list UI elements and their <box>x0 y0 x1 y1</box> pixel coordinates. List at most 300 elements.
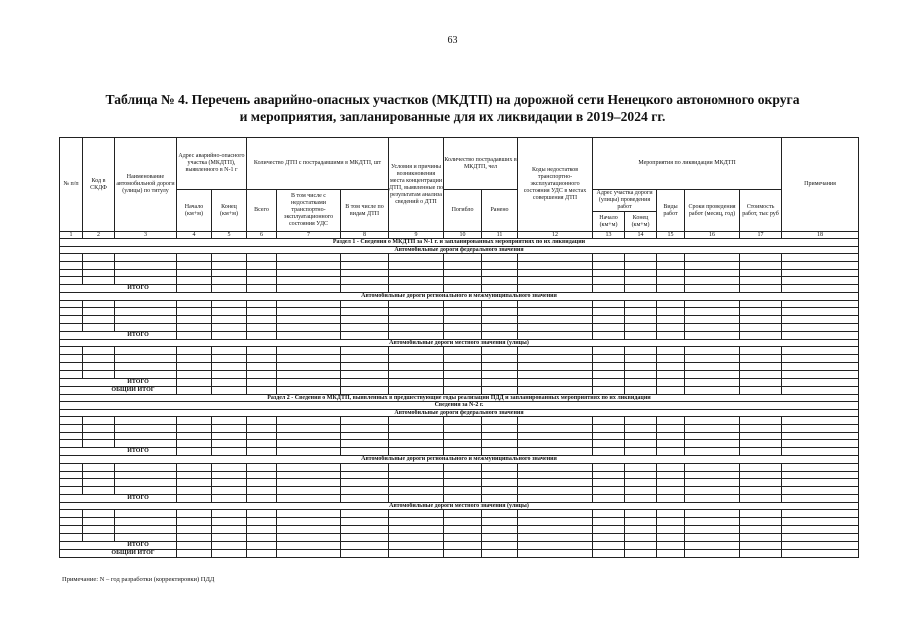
table-cell <box>389 494 444 502</box>
table-row <box>60 471 859 479</box>
table-cell <box>482 432 518 440</box>
table-cell <box>685 510 740 518</box>
table-cell <box>782 526 859 534</box>
table-cell <box>212 285 247 293</box>
table-cell <box>625 424 657 432</box>
table-cell <box>657 254 685 262</box>
table-cell <box>83 261 115 269</box>
table-cell <box>625 510 657 518</box>
table-cell <box>482 331 518 339</box>
table-cell <box>212 479 247 487</box>
table-cell <box>625 316 657 324</box>
table-cell <box>277 269 341 277</box>
table-cell <box>482 308 518 316</box>
table-cell <box>389 308 444 316</box>
table-cell <box>277 378 341 386</box>
table-cell <box>740 417 782 425</box>
table-cell <box>389 479 444 487</box>
table-cell <box>444 533 482 541</box>
table-row <box>60 316 859 324</box>
table-cell <box>740 533 782 541</box>
table-cell <box>212 448 247 456</box>
table-cell <box>625 370 657 378</box>
table-cell <box>83 479 115 487</box>
table-cell <box>518 533 593 541</box>
table-cell <box>247 355 277 363</box>
table-cell <box>657 518 685 526</box>
table-cell <box>593 308 625 316</box>
table-cell <box>247 308 277 316</box>
table-cell <box>341 424 389 432</box>
table-cell <box>482 463 518 471</box>
table-cell <box>625 355 657 363</box>
table-cell <box>389 370 444 378</box>
table-body <box>60 239 859 558</box>
table-cell <box>625 324 657 332</box>
table-cell <box>115 424 177 432</box>
table-cell <box>593 448 625 456</box>
table-cell <box>657 432 685 440</box>
table-cell <box>593 362 625 370</box>
table-cell <box>518 518 593 526</box>
table-cell <box>782 533 859 541</box>
total-row <box>60 285 859 293</box>
table-cell <box>685 331 740 339</box>
table-cell <box>247 370 277 378</box>
table-cell <box>482 541 518 549</box>
table-cell <box>212 261 247 269</box>
table-cell <box>593 518 625 526</box>
table-cell <box>593 355 625 363</box>
table-cell <box>247 300 277 308</box>
table-cell <box>277 471 341 479</box>
table-cell <box>341 471 389 479</box>
table-cell <box>389 549 444 557</box>
table-cell <box>341 526 389 534</box>
table-cell <box>740 378 782 386</box>
table-cell <box>341 355 389 363</box>
table-cell <box>247 362 277 370</box>
table-cell <box>444 479 482 487</box>
table-cell <box>115 518 177 526</box>
total-row-label: ИТОГО <box>60 285 177 293</box>
table-cell <box>782 378 859 386</box>
road-group-label <box>60 246 859 254</box>
table-cell <box>740 386 782 394</box>
table-cell <box>782 518 859 526</box>
table-cell <box>277 300 341 308</box>
table-cell <box>740 526 782 534</box>
table-cell <box>177 549 212 557</box>
table-cell <box>657 300 685 308</box>
table-cell <box>177 440 212 448</box>
table-cell <box>518 479 593 487</box>
table-cell <box>247 424 277 432</box>
table-cell <box>60 526 83 534</box>
table-cell <box>212 331 247 339</box>
table-cell <box>115 417 177 425</box>
road-group-label <box>60 502 859 510</box>
table-cell <box>212 355 247 363</box>
table-cell <box>341 300 389 308</box>
table-cell <box>625 277 657 285</box>
table-cell <box>782 362 859 370</box>
table-cell <box>212 541 247 549</box>
table-cell <box>83 533 115 541</box>
table-cell <box>657 308 685 316</box>
column-number: 4 <box>177 232 212 239</box>
table-cell <box>212 308 247 316</box>
table-cell <box>247 386 277 394</box>
table-cell <box>60 440 83 448</box>
section-subtitle-text: Сведения за N-2 г. <box>60 402 859 410</box>
table-row <box>60 432 859 440</box>
table-cell <box>593 324 625 332</box>
table-cell <box>625 254 657 262</box>
table-cell <box>212 386 247 394</box>
table-cell <box>740 362 782 370</box>
table-cell <box>389 316 444 324</box>
table-cell <box>518 261 593 269</box>
table-cell <box>277 355 341 363</box>
table-cell <box>782 277 859 285</box>
table-cell <box>389 386 444 394</box>
table-cell <box>444 518 482 526</box>
grand-total-row-label: ОБЩИЙ ИТОГ <box>60 549 177 557</box>
table-cell <box>177 448 212 456</box>
table-cell <box>444 347 482 355</box>
table-cell <box>782 479 859 487</box>
table-cell <box>740 324 782 332</box>
table-cell <box>685 479 740 487</box>
table-cell <box>444 417 482 425</box>
table-cell <box>60 355 83 363</box>
table-cell <box>389 518 444 526</box>
table-row <box>60 355 859 363</box>
table-cell <box>657 526 685 534</box>
table-cell <box>625 479 657 487</box>
table-cell <box>389 277 444 285</box>
table-cell <box>657 533 685 541</box>
table-cell <box>625 331 657 339</box>
table-cell <box>60 487 83 495</box>
table-cell <box>60 362 83 370</box>
table-row <box>60 261 859 269</box>
table-cell <box>657 386 685 394</box>
table-cell <box>685 518 740 526</box>
header-incl-deficiency: В том числе с недостатками транспортно-эксплуатационного состояния УДС <box>277 190 341 232</box>
table-cell <box>212 424 247 432</box>
table-cell <box>177 362 212 370</box>
table-cell <box>625 386 657 394</box>
table-cell <box>593 316 625 324</box>
table-cell <box>593 432 625 440</box>
table-cell <box>389 261 444 269</box>
table-cell <box>685 448 740 456</box>
table-cell <box>83 526 115 534</box>
column-number: 1 <box>60 232 83 239</box>
table-cell <box>685 261 740 269</box>
table-cell <box>212 526 247 534</box>
table-cell <box>212 533 247 541</box>
table-cell <box>482 549 518 557</box>
table-cell <box>782 316 859 324</box>
table-cell <box>685 370 740 378</box>
table-cell <box>518 386 593 394</box>
table-cell <box>444 440 482 448</box>
table-cell <box>212 324 247 332</box>
table-cell <box>444 308 482 316</box>
table-cell <box>593 549 625 557</box>
table-row <box>60 254 859 262</box>
table-cell <box>593 370 625 378</box>
table-cell <box>625 285 657 293</box>
table-cell <box>115 316 177 324</box>
table-cell <box>83 254 115 262</box>
table-cell <box>685 541 740 549</box>
header-victims: Количество пострадавших в МКДТП, чел <box>444 138 518 190</box>
table-cell <box>444 541 482 549</box>
table-cell <box>740 549 782 557</box>
table-cell <box>115 324 177 332</box>
table-cell <box>482 269 518 277</box>
table-cell <box>83 424 115 432</box>
table-cell <box>389 417 444 425</box>
column-number: 3 <box>115 232 177 239</box>
table-cell <box>115 347 177 355</box>
table-cell <box>740 308 782 316</box>
table-cell <box>341 386 389 394</box>
table-cell <box>341 308 389 316</box>
table-cell <box>482 479 518 487</box>
table-cell <box>518 269 593 277</box>
table-cell <box>83 432 115 440</box>
header-work-start: Начало (км+м) <box>593 212 625 232</box>
table-row <box>60 424 859 432</box>
table-cell <box>657 355 685 363</box>
table-cell <box>740 269 782 277</box>
table-cell <box>115 308 177 316</box>
table-cell <box>341 440 389 448</box>
table-cell <box>341 362 389 370</box>
table-cell <box>444 285 482 293</box>
table-cell <box>444 494 482 502</box>
table-cell <box>177 261 212 269</box>
table-cell <box>657 479 685 487</box>
table-cell <box>341 277 389 285</box>
table-cell <box>625 432 657 440</box>
grand-total-row <box>60 386 859 394</box>
table-cell <box>341 324 389 332</box>
table-cell <box>740 300 782 308</box>
table-cell <box>657 549 685 557</box>
table-cell <box>341 261 389 269</box>
table-cell <box>341 518 389 526</box>
table-cell <box>60 277 83 285</box>
table-cell <box>83 277 115 285</box>
table-cell <box>83 269 115 277</box>
total-row <box>60 331 859 339</box>
page-number: 63 <box>447 35 458 46</box>
table-cell <box>341 417 389 425</box>
table-cell <box>83 487 115 495</box>
table-cell <box>482 424 518 432</box>
table-cell <box>341 549 389 557</box>
table-cell <box>389 285 444 293</box>
column-number: 12 <box>518 232 593 239</box>
column-number: 6 <box>247 232 277 239</box>
table-cell <box>782 370 859 378</box>
table-cell <box>518 494 593 502</box>
table-cell <box>341 269 389 277</box>
table-cell <box>247 316 277 324</box>
table-cell <box>625 440 657 448</box>
table-cell <box>482 362 518 370</box>
table-cell <box>593 479 625 487</box>
table-cell <box>177 355 212 363</box>
table-cell <box>657 316 685 324</box>
table-cell <box>277 526 341 534</box>
header-work-types: Виды работ <box>657 190 685 232</box>
column-number: 13 <box>593 232 625 239</box>
table-cell <box>482 440 518 448</box>
table-cell <box>60 518 83 526</box>
table-cell <box>625 308 657 316</box>
table-cell <box>247 378 277 386</box>
table-cell <box>277 510 341 518</box>
table-cell <box>247 487 277 495</box>
table-cell <box>518 331 593 339</box>
table-cell <box>444 316 482 324</box>
table-cell <box>212 362 247 370</box>
table-cell <box>625 463 657 471</box>
table-cell <box>83 417 115 425</box>
table-cell <box>83 440 115 448</box>
table-cell <box>740 463 782 471</box>
table-cell <box>685 471 740 479</box>
table-cell <box>60 308 83 316</box>
table-cell <box>518 432 593 440</box>
table-cell <box>341 331 389 339</box>
table-cell <box>518 510 593 518</box>
table-cell <box>518 487 593 495</box>
table-cell <box>740 479 782 487</box>
table-cell <box>657 510 685 518</box>
table-cell <box>782 471 859 479</box>
header-codes-deficiency: Коды недостатков транспортно-эксплуатационного состояния УДС в местах совершения ДТП <box>518 138 593 232</box>
table-cell <box>115 510 177 518</box>
table-cell <box>277 440 341 448</box>
table-cell <box>341 285 389 293</box>
table-cell <box>657 378 685 386</box>
table-cell <box>740 285 782 293</box>
table-cell <box>518 362 593 370</box>
table-cell <box>740 355 782 363</box>
table-cell <box>657 440 685 448</box>
table-cell <box>593 494 625 502</box>
table-cell <box>83 324 115 332</box>
table-cell <box>685 463 740 471</box>
header-total: Всего <box>247 190 277 232</box>
table-cell <box>444 487 482 495</box>
table-cell <box>177 277 212 285</box>
table-cell <box>782 285 859 293</box>
table-cell <box>115 254 177 262</box>
section-title-text: Раздел 2 - Сведения о МКДТП, выявленных в предшествующие годы реализации ПДД и запланированных мероприятиях по их ликвидации <box>60 394 859 402</box>
table-cell <box>518 300 593 308</box>
table-cell <box>212 463 247 471</box>
table-cell <box>212 471 247 479</box>
table-cell <box>518 308 593 316</box>
table-header <box>60 138 859 239</box>
section-title <box>60 239 859 247</box>
table-cell <box>657 424 685 432</box>
table-cell <box>115 471 177 479</box>
table-cell <box>482 526 518 534</box>
table-cell <box>115 355 177 363</box>
table-cell <box>740 277 782 285</box>
table-cell <box>247 277 277 285</box>
table-cell <box>740 261 782 269</box>
table-cell <box>83 316 115 324</box>
table-cell <box>83 362 115 370</box>
table-cell <box>341 463 389 471</box>
table-cell <box>389 378 444 386</box>
table-cell <box>444 448 482 456</box>
table-row <box>60 526 859 534</box>
table-cell <box>685 549 740 557</box>
table-cell <box>247 541 277 549</box>
table-cell <box>593 261 625 269</box>
column-number: 9 <box>389 232 444 239</box>
table-cell <box>482 324 518 332</box>
table-cell <box>60 417 83 425</box>
table-cell <box>277 254 341 262</box>
table-cell <box>177 510 212 518</box>
header-remarks: Примечания <box>782 138 859 232</box>
table-cell <box>685 300 740 308</box>
table-cell <box>177 378 212 386</box>
total-row <box>60 541 859 549</box>
table-cell <box>177 269 212 277</box>
table-cell <box>389 463 444 471</box>
table-row <box>60 347 859 355</box>
table-cell <box>115 526 177 534</box>
column-number: 16 <box>685 232 740 239</box>
road-group-label <box>60 339 859 347</box>
table-cell <box>782 417 859 425</box>
table-cell <box>115 269 177 277</box>
header-killed: Погибло <box>444 190 482 232</box>
title-line-1: Таблица № 4. Перечень аварийно-опасных участков (МКДТП) на дорожной сети Ненецкого автономного округа <box>105 92 800 107</box>
table-cell <box>389 448 444 456</box>
table-cell <box>782 300 859 308</box>
total-row <box>60 378 859 386</box>
table-cell <box>177 308 212 316</box>
road-group-label <box>60 456 859 464</box>
table-cell <box>177 518 212 526</box>
road-group-label-text: Автомобильные дороги местного значения (улицы) <box>60 339 859 347</box>
table-cell <box>685 277 740 285</box>
table-cell <box>60 269 83 277</box>
table-cell <box>482 355 518 363</box>
table-cell <box>60 370 83 378</box>
table-cell <box>177 541 212 549</box>
table-cell <box>212 300 247 308</box>
table-cell <box>277 285 341 293</box>
table-cell <box>740 432 782 440</box>
table-cell <box>341 370 389 378</box>
